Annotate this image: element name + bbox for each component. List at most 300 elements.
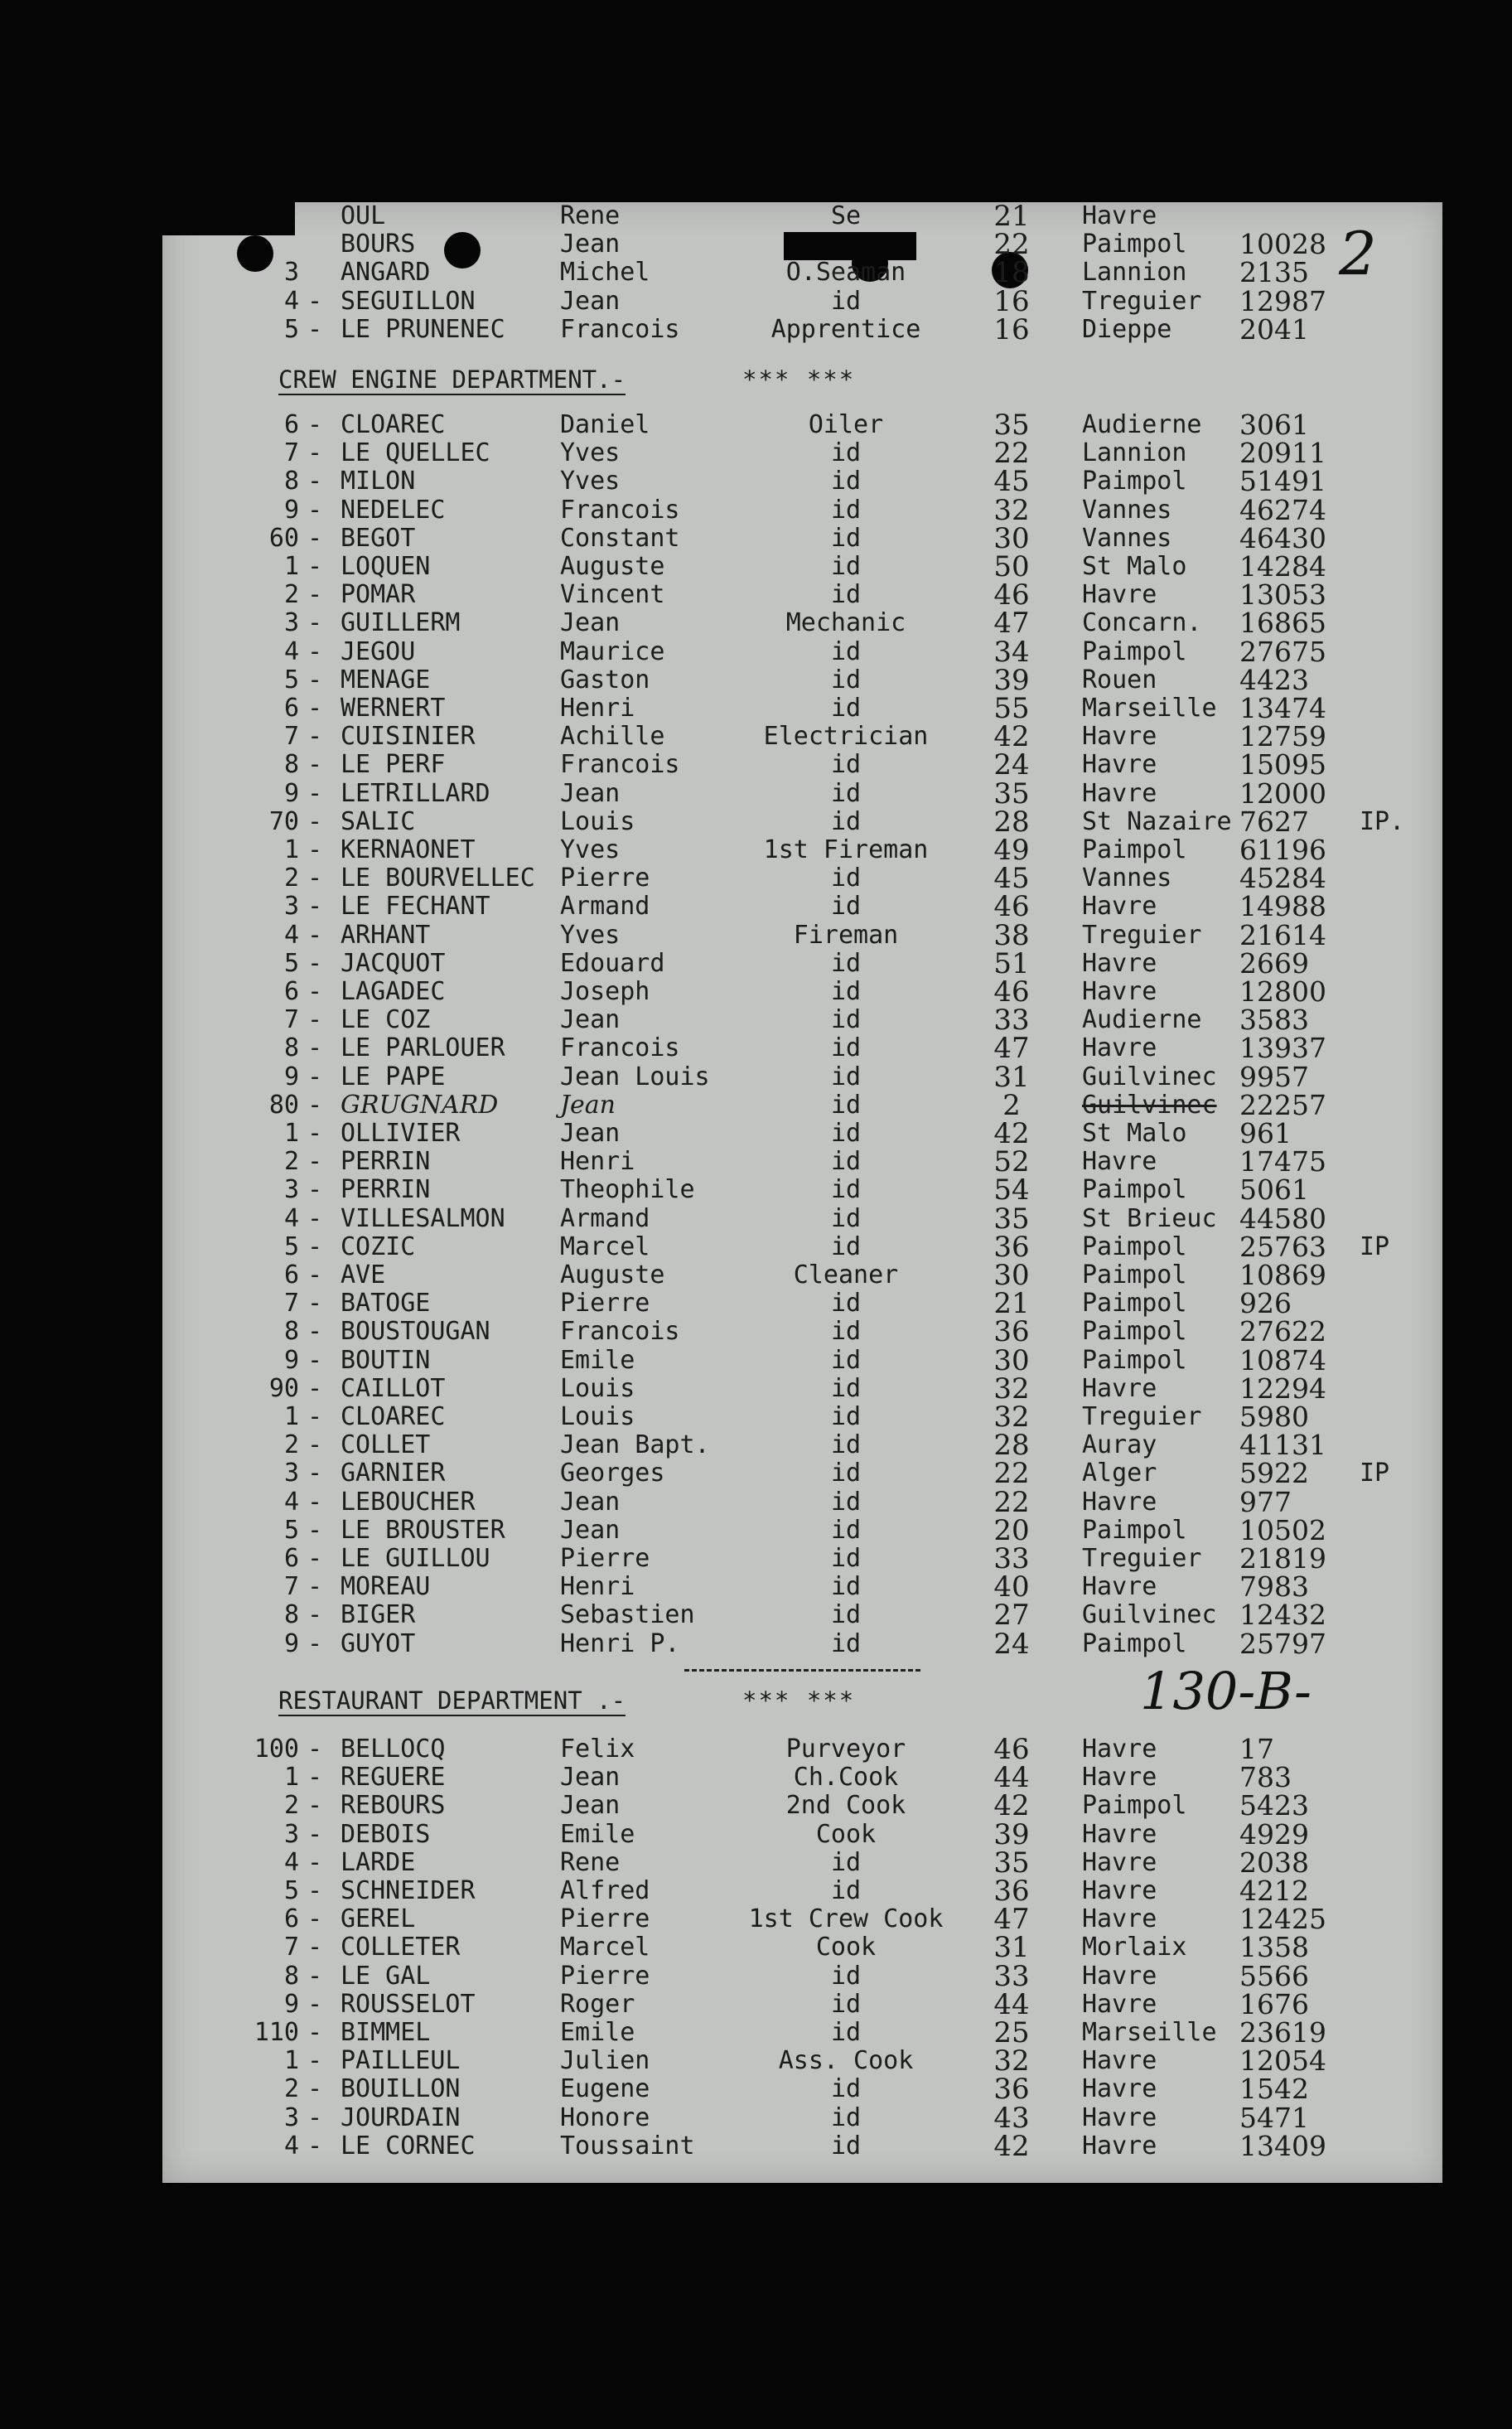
crew-row	[162, 284, 1442, 318]
firstname-cell: Honore	[560, 2102, 650, 2132]
firstname-cell: Pierre	[560, 864, 650, 893]
surname-cell: BEGOT	[341, 523, 416, 553]
registration-cell: 4212	[1239, 1875, 1309, 1907]
rank-cell: Oiler	[808, 410, 884, 439]
entry-number: 90	[268, 1373, 299, 1403]
rank-cell: id	[830, 2131, 862, 2160]
surname-cell: LE PERF	[341, 750, 446, 780]
age-cell: 32	[993, 2044, 1030, 2078]
entry-number: 6	[283, 1904, 299, 1934]
birthplace-cell: Paimpol	[1082, 1345, 1187, 1375]
entry-dash: -	[307, 1487, 323, 1517]
entry-number: 1	[283, 2046, 299, 2076]
entry-number: 3	[283, 2102, 299, 2132]
crew-row	[162, 1032, 1442, 1066]
entry-dash: -	[307, 1628, 323, 1658]
birthplace-cell: Havre	[1082, 1033, 1157, 1063]
registration-cell: 7983	[1239, 1570, 1309, 1604]
firstname-cell: Emile	[560, 1345, 635, 1375]
birthplace-cell: St Brieuc	[1082, 1203, 1217, 1233]
crew-row	[162, 1401, 1442, 1434]
crew-row	[162, 1987, 1442, 2021]
entry-dash: -	[307, 552, 323, 581]
surname-cell: CAILLOT	[341, 1373, 446, 1403]
age-cell: 36	[993, 2073, 1030, 2107]
registration-cell: 9957	[1239, 1060, 1309, 1093]
age-cell: 16	[993, 284, 1030, 318]
age-cell: 42	[993, 1789, 1030, 1823]
entry-number: 1	[283, 1402, 299, 1431]
entry-dash: -	[307, 1847, 323, 1877]
firstname-cell: Francois	[560, 1033, 680, 1063]
registration-cell: 1676	[1239, 1987, 1309, 2020]
registration-cell: 27622	[1239, 1315, 1326, 1348]
surname-cell: BIGER	[341, 1600, 416, 1630]
rank-cell: id	[830, 552, 862, 581]
crew-row	[162, 312, 1442, 346]
crew-row	[162, 550, 1442, 583]
firstname-cell: Henri	[560, 1572, 635, 1602]
firstname-cell: Jean	[560, 1487, 621, 1517]
entry-dash: -	[307, 694, 323, 723]
crew-row	[162, 607, 1442, 641]
birthplace-cell: Havre	[1082, 1989, 1157, 2019]
entry-number: 8	[283, 1317, 299, 1347]
registration-cell: 15095	[1239, 748, 1326, 781]
entry-number: 9	[283, 495, 299, 525]
birthplace-cell: Havre	[1082, 1961, 1157, 1991]
firstname-cell: Jean	[560, 286, 621, 316]
entry-number: 6	[283, 694, 299, 723]
age-cell: 47	[993, 607, 1030, 641]
age-cell: 33	[993, 1004, 1030, 1038]
surname-cell: LE FECHANT	[341, 892, 490, 922]
rank-cell: id	[830, 1062, 862, 1091]
surname-cell: SALIC	[341, 806, 416, 836]
surname-cell: MILON	[341, 467, 416, 496]
registration-cell: 1358	[1239, 1931, 1309, 1964]
entry-number: 8	[283, 750, 299, 780]
surname-cell: BOUSTOUGAN	[341, 1317, 490, 1347]
entry-dash: -	[307, 1459, 323, 1488]
age-cell: 30	[993, 521, 1030, 555]
entry-number: 5	[283, 314, 299, 344]
entry-dash: -	[307, 1402, 323, 1431]
rank-cell: id	[830, 1600, 862, 1630]
registration-cell: 977	[1239, 1485, 1292, 1518]
firstname-cell: Jean	[560, 1090, 616, 1120]
firstname-cell: Emile	[560, 2018, 635, 2047]
age-cell: 46	[993, 578, 1030, 612]
birthplace-cell: Havre	[1082, 1847, 1157, 1877]
firstname-cell: Henri P.	[560, 1628, 680, 1658]
birthplace-cell: Havre	[1082, 1763, 1157, 1793]
age-cell: 43	[993, 2101, 1030, 2135]
birthplace-cell: Havre	[1082, 1373, 1157, 1403]
age-cell: 40	[993, 1570, 1030, 1604]
entry-number: 100	[254, 1735, 299, 1764]
crew-row	[162, 2073, 1442, 2107]
birthplace-cell: Paimpol	[1082, 1791, 1187, 1821]
entry-number: 5	[283, 1515, 299, 1545]
crew-row	[162, 1542, 1442, 1575]
age-cell: 35	[993, 1202, 1030, 1236]
entry-number: 8	[283, 1600, 299, 1630]
surname-cell: LE BROUSTER	[341, 1515, 505, 1545]
registration-cell: 12800	[1239, 975, 1326, 1008]
firstname-cell: Vincent	[560, 580, 665, 610]
entry-number: 9	[283, 1628, 299, 1658]
rank-cell: id	[830, 1175, 862, 1205]
entry-dash: -	[307, 864, 323, 893]
registration-cell: 27675	[1239, 635, 1326, 668]
age-cell: 25	[993, 2016, 1030, 2049]
firstname-cell: Toussaint	[560, 2131, 695, 2160]
surname-cell: POMAR	[341, 580, 416, 610]
firstname-cell: Jean	[560, 1005, 621, 1035]
registration-cell: 5980	[1239, 1401, 1309, 1433]
crew-row	[162, 200, 1442, 233]
birthplace-cell: Rouen	[1082, 665, 1157, 694]
registration-cell: 3583	[1239, 1004, 1309, 1037]
crew-row	[162, 1817, 1442, 1851]
crew-row	[162, 1315, 1442, 1349]
crew-row	[162, 1202, 1442, 1236]
firstname-cell: Jean	[560, 1763, 621, 1793]
firstname-cell: Georges	[560, 1459, 665, 1488]
age-cell: 46	[993, 890, 1030, 924]
registration-cell: 12294	[1239, 1372, 1326, 1405]
registration-cell: 3061	[1239, 409, 1309, 441]
registration-cell: 41131	[1239, 1429, 1326, 1462]
entry-number: 2	[283, 1430, 299, 1460]
rank-cell: id	[830, 1402, 862, 1431]
entry-dash: -	[307, 438, 323, 468]
birthplace-cell: Havre	[1082, 2131, 1157, 2160]
entry-dash: -	[307, 892, 323, 922]
firstname-cell: Pierre	[560, 1961, 650, 1991]
entry-number: 6	[283, 410, 299, 439]
crew-row	[162, 256, 1442, 290]
birthplace-cell: St Malo	[1082, 552, 1187, 581]
firstname-cell: Maurice	[560, 636, 665, 666]
age-cell: 32	[993, 493, 1030, 527]
registration-cell: 13409	[1239, 2129, 1326, 2162]
page-number-mark: 2	[1339, 219, 1377, 288]
crew-row	[162, 1513, 1442, 1547]
birthplace-cell: Lannion	[1082, 438, 1187, 468]
registration-cell: 13053	[1239, 578, 1326, 612]
entry-number: 8	[283, 1033, 299, 1063]
age-cell: 16	[993, 312, 1030, 346]
registration-cell: 12987	[1239, 284, 1326, 317]
crew-row	[162, 1429, 1442, 1463]
crew-row	[162, 1931, 1442, 1965]
age-cell: 21	[993, 200, 1030, 233]
crew-row	[162, 1570, 1442, 1604]
surname-cell: PERRIN	[341, 1147, 431, 1177]
crew-row	[162, 1117, 1442, 1150]
firstname-cell: Roger	[560, 1989, 635, 2019]
rank-cell: id	[830, 864, 862, 893]
rank-cell: id	[830, 636, 862, 666]
entry-number: 7	[283, 438, 299, 468]
crew-row	[162, 578, 1442, 612]
birthplace-cell: Treguier	[1082, 286, 1202, 316]
birthplace-cell: Paimpol	[1082, 1289, 1187, 1319]
rank-cell: id	[830, 2102, 862, 2132]
entry-dash: -	[307, 1147, 323, 1177]
birthplace-cell: Paimpol	[1082, 1317, 1187, 1347]
rank-cell: id	[830, 1119, 862, 1148]
entry-number: 9	[283, 1345, 299, 1375]
registration-cell: 44580	[1239, 1202, 1326, 1235]
birthplace-cell: Concarn.	[1082, 608, 1202, 638]
age-cell: 30	[993, 1343, 1030, 1377]
registration-cell: 25763	[1239, 1230, 1326, 1263]
entry-number: 1	[283, 1763, 299, 1793]
surname-cell: JEGOU	[341, 636, 416, 666]
entry-dash: -	[307, 1062, 323, 1091]
birthplace-cell: Morlaix	[1082, 1933, 1187, 1962]
entry-dash: -	[307, 314, 323, 344]
firstname-cell: Yves	[560, 438, 621, 468]
birthplace-cell: Havre	[1082, 2074, 1157, 2104]
registration-cell: 46430	[1239, 521, 1326, 554]
firstname-cell: Eugene	[560, 2074, 650, 2104]
entry-number: 3	[283, 1819, 299, 1849]
rank-cell: id	[830, 1289, 862, 1319]
rank-cell: id	[830, 977, 862, 1006]
entry-number: 7	[283, 1933, 299, 1962]
rank-cell: id	[830, 1430, 862, 1460]
registration-cell: 5471	[1239, 2101, 1309, 2134]
birthplace-cell: Paimpol	[1082, 230, 1187, 259]
age-cell: 22	[993, 1457, 1030, 1491]
age-cell: 38	[993, 918, 1030, 952]
crew-row	[162, 720, 1442, 754]
birthplace-cell: St Malo	[1082, 1119, 1187, 1148]
firstname-cell: Constant	[560, 523, 680, 553]
crew-row	[162, 663, 1442, 697]
birthplace-cell: Alger	[1082, 1459, 1157, 1488]
entry-number: 4	[283, 920, 299, 950]
firstname-cell: Jean	[560, 230, 621, 259]
entry-dash: -	[307, 835, 323, 864]
entry-number: 2	[283, 580, 299, 610]
surname-cell: BATOGE	[341, 1289, 431, 1319]
crew-row	[162, 2101, 1442, 2135]
registration-cell: 16865	[1239, 607, 1326, 640]
firstname-cell: Henri	[560, 694, 635, 723]
age-cell: 24	[993, 1627, 1030, 1661]
crew-row	[162, 1230, 1442, 1264]
birthplace-cell: Audierne	[1082, 410, 1202, 439]
surname-cell: CLOAREC	[341, 1402, 446, 1431]
surname-cell: JOURDAIN	[341, 2102, 461, 2132]
birthplace-cell: Paimpol	[1082, 835, 1187, 864]
crew-row	[162, 834, 1442, 867]
birthplace-cell: Paimpol	[1082, 1515, 1187, 1545]
rank-cell: id	[830, 1459, 862, 1488]
age-cell: 2	[1002, 1088, 1021, 1122]
entry-number: 110	[254, 2018, 299, 2047]
entry-number: 1	[283, 1119, 299, 1148]
entry-number: 5	[283, 1876, 299, 1905]
age-cell: 49	[993, 834, 1030, 867]
surname-cell: LE PAPE	[341, 1062, 446, 1091]
age-cell: 50	[993, 550, 1030, 583]
surname-cell: DEBOIS	[341, 1819, 431, 1849]
surname-cell: LE GUILLOU	[341, 1544, 490, 1573]
rank-cell: Ass. Cook	[778, 2046, 914, 2076]
age-cell: 21	[993, 1287, 1030, 1321]
department-title: CREW ENGINE DEPARTMENT.-	[278, 365, 626, 394]
surname-cell: REGUERE	[341, 1763, 446, 1793]
entry-dash: -	[307, 1317, 323, 1347]
firstname-cell: Jean	[560, 778, 621, 808]
rank-cell: id	[830, 1572, 862, 1602]
surname-cell: CUISINIER	[341, 722, 476, 752]
surname-cell: LETRILLARD	[341, 778, 490, 808]
entry-dash: -	[307, 2102, 323, 2132]
department-stars: *** ***	[742, 1686, 856, 1715]
firstname-cell: Armand	[560, 1203, 650, 1233]
department-stars: *** ***	[742, 365, 856, 394]
registration-cell: 12000	[1239, 777, 1326, 810]
rank-cell: id	[830, 2074, 862, 2104]
rank-cell: Electrician	[763, 722, 929, 752]
rank-cell: id	[830, 1231, 862, 1261]
rank-cell: id	[830, 1033, 862, 1063]
rank-cell: id	[830, 286, 862, 316]
entry-dash: -	[307, 608, 323, 638]
rank-cell: id	[830, 1876, 862, 1905]
age-cell: 42	[993, 720, 1030, 754]
age-cell: 31	[993, 1931, 1030, 1965]
surname-cell: KERNAONET	[341, 835, 476, 864]
age-cell: 34	[993, 635, 1030, 669]
surname-cell: LE COZ	[341, 1005, 431, 1035]
age-cell: 22	[993, 1485, 1030, 1519]
department-title: RESTAURANT DEPARTMENT .-	[278, 1686, 626, 1715]
registration-cell: 12425	[1239, 1903, 1326, 1936]
rank-cell: id	[830, 1515, 862, 1545]
firstname-cell: Yves	[560, 835, 621, 864]
age-cell: 35	[993, 409, 1030, 442]
rank-cell: id	[830, 1961, 862, 1991]
entry-number: 2	[283, 2074, 299, 2104]
entry-number: 4	[283, 1487, 299, 1517]
birthplace-cell: Havre	[1082, 778, 1157, 808]
surname-cell: LE BOURVELLEC	[341, 864, 535, 893]
entry-dash: -	[307, 1544, 323, 1573]
rank-cell: id	[830, 1147, 862, 1177]
age-cell: 33	[993, 1959, 1030, 1993]
birthplace-cell: Audierne	[1082, 1005, 1202, 1035]
age-cell: 22	[993, 437, 1030, 471]
rank-cell: Cook	[815, 1819, 877, 1849]
birthplace-cell: Havre	[1082, 1735, 1157, 1764]
surname-cell: LARDE	[341, 1847, 416, 1877]
rank-cell: id	[830, 892, 862, 922]
surname-cell: COLLETER	[341, 1933, 461, 1962]
surname-cell: GARNIER	[341, 1459, 446, 1488]
entry-number: 9	[283, 778, 299, 808]
registration-cell: 20911	[1239, 437, 1326, 470]
rank-cell: id	[830, 694, 862, 723]
registration-cell: 783	[1239, 1761, 1292, 1794]
entry-number: 6	[283, 977, 299, 1006]
crew-row	[162, 1599, 1442, 1633]
crew-row	[162, 1060, 1442, 1094]
entry-dash: -	[307, 1203, 323, 1233]
rank-cell: id	[830, 948, 862, 978]
crew-row	[162, 1088, 1442, 1122]
age-cell: 35	[993, 777, 1030, 810]
rank-cell: id	[830, 1487, 862, 1517]
entry-number: 3	[283, 258, 299, 288]
firstname-cell: Jean	[560, 1515, 621, 1545]
birthplace-cell: Treguier	[1082, 1544, 1202, 1573]
firstname-cell: Francois	[560, 750, 680, 780]
crew-row	[162, 1761, 1442, 1795]
firstname-cell: Yves	[560, 467, 621, 496]
firstname-cell: Jean Louis	[560, 1062, 710, 1091]
crew-row	[162, 521, 1442, 555]
firstname-cell: Emile	[560, 1819, 635, 1849]
rank-cell: id	[830, 580, 862, 610]
registration-cell: 1542	[1239, 2073, 1309, 2106]
birthplace-cell: Vannes	[1082, 523, 1172, 553]
birthplace-cell: Havre	[1082, 1572, 1157, 1602]
registration-cell: 21819	[1239, 1542, 1326, 1575]
entry-dash: -	[307, 1876, 323, 1905]
crew-row	[162, 1485, 1442, 1519]
crew-row	[162, 1259, 1442, 1292]
birthplace-cell: Paimpol	[1082, 1260, 1187, 1289]
firstname-cell: Armand	[560, 892, 650, 922]
birthplace-cell: Auray	[1082, 1430, 1157, 1460]
firstname-cell: Gaston	[560, 665, 650, 694]
crew-row	[162, 437, 1442, 471]
surname-cell: GEREL	[341, 1904, 416, 1934]
entry-dash: -	[307, 1515, 323, 1545]
crew-row	[162, 1287, 1442, 1321]
birthplace-cell: Dieppe	[1082, 314, 1172, 344]
registration-cell: 10028	[1239, 228, 1326, 261]
entry-number: 3	[283, 1175, 299, 1205]
birthplace-cell: Havre	[1082, 1819, 1157, 1849]
entry-dash: -	[307, 1373, 323, 1403]
surname-cell: OLLIVIER	[341, 1119, 461, 1148]
rank-cell: 2nd Cook	[785, 1791, 906, 1821]
entry-number: 5	[283, 1231, 299, 1261]
entry-number: 5	[283, 948, 299, 978]
registration-cell: 10502	[1239, 1513, 1326, 1546]
entry-dash: -	[307, 948, 323, 978]
birthplace-cell: Treguier	[1082, 1402, 1202, 1431]
crew-row	[162, 946, 1442, 980]
firstname-cell: Henri	[560, 1147, 635, 1177]
entry-dash: -	[307, 1904, 323, 1934]
surname-cell: REBOURS	[341, 1791, 446, 1821]
crew-row	[162, 2044, 1442, 2078]
entry-number: 70	[268, 806, 299, 836]
surname-cell: ARHANT	[341, 920, 431, 950]
registration-cell: 13937	[1239, 1032, 1326, 1065]
surname-cell: GUYOT	[341, 1628, 416, 1658]
